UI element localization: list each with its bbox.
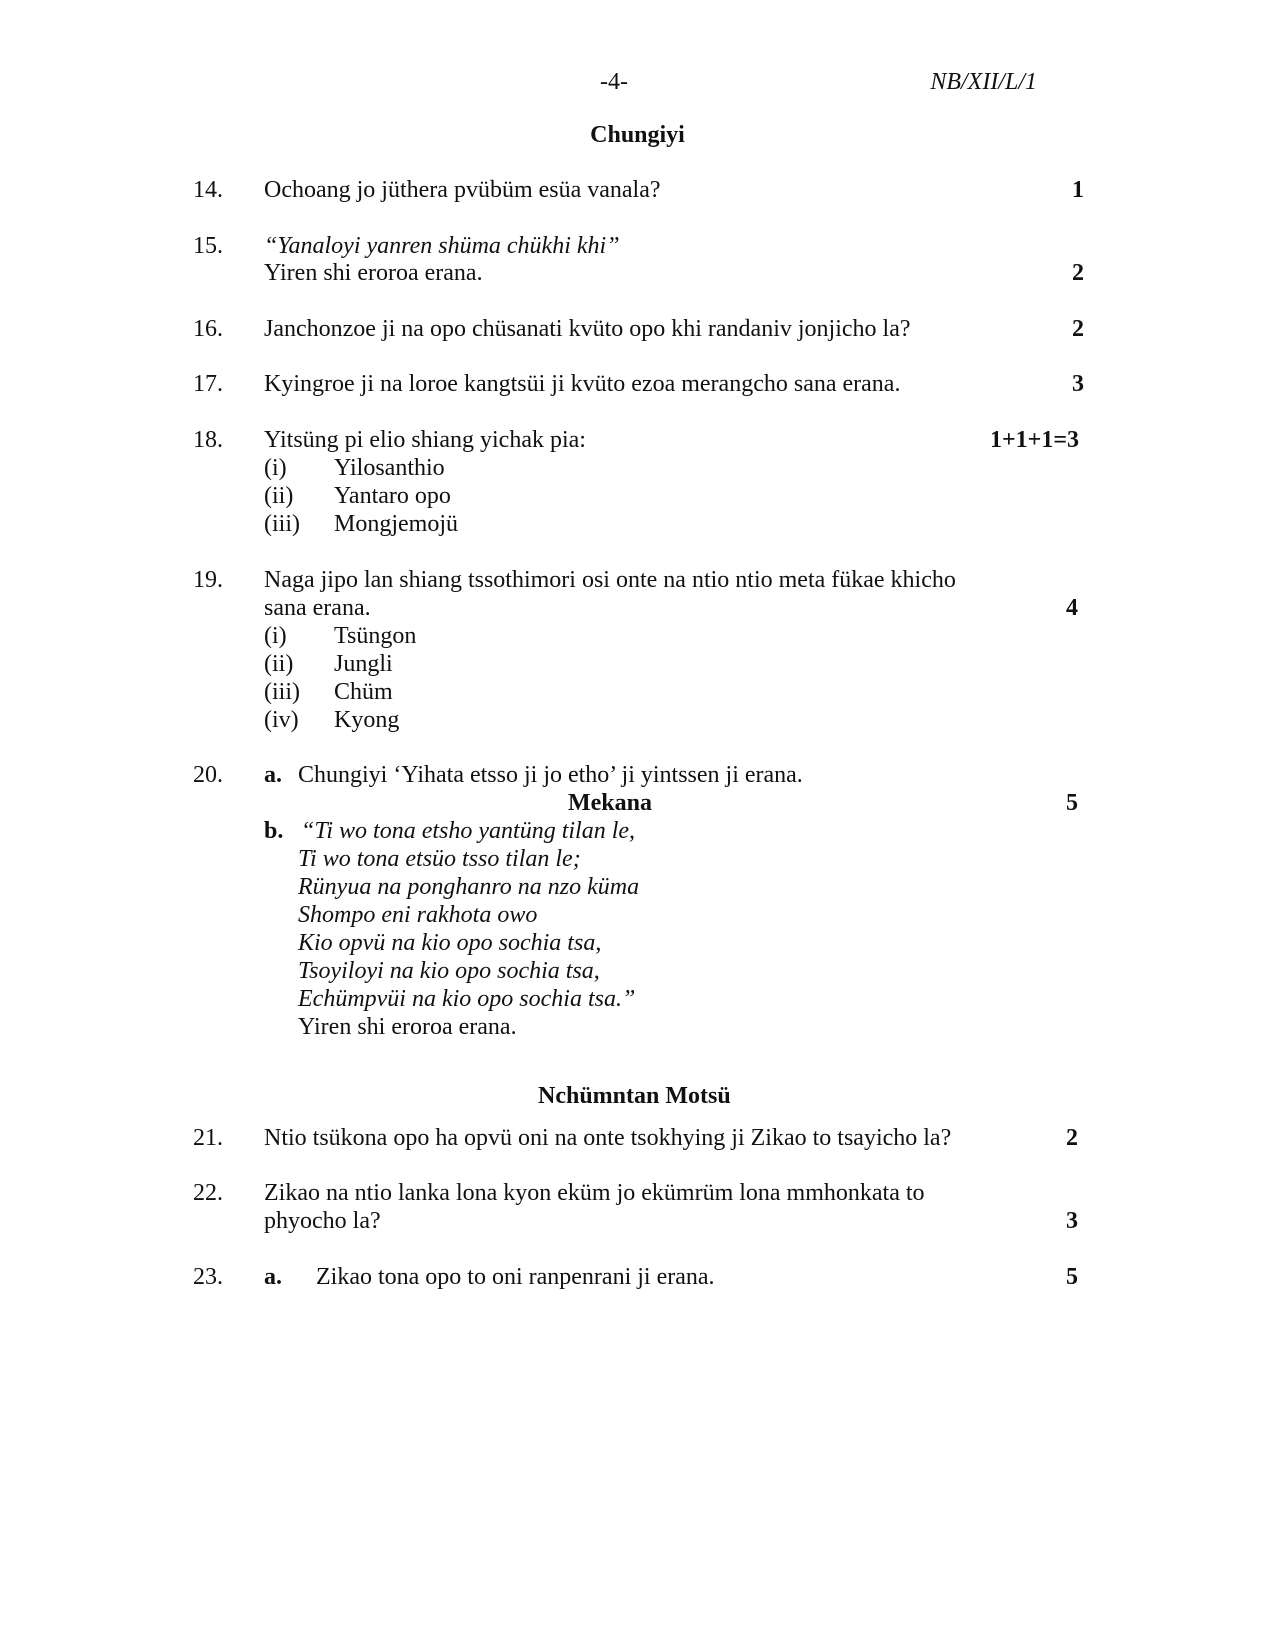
question-number: 14. (193, 177, 223, 203)
part-b-label: b. (264, 818, 284, 844)
question-marks: 5 (1066, 790, 1078, 816)
poem-line: Ti wo tona etsüo tsso tilan le; (298, 846, 581, 872)
item-number: (iv) (264, 707, 299, 733)
question-number: 16. (193, 316, 223, 342)
part-b-instruction: Yiren shi eroroa erana. (298, 1014, 517, 1040)
question-text-line2: phyocho la? (264, 1208, 381, 1234)
question-marks: 3 (1066, 1208, 1078, 1234)
part-a-label: a. (264, 762, 282, 788)
poem-line: Rünyua na ponghanro na nzo küma (298, 874, 640, 900)
question-marks: 3 (1072, 371, 1084, 397)
part-a-text: Chungiyi ‘Yihata etsso ji jo etho’ ji yintssen ji erana. (298, 762, 803, 788)
question-number: 19. (193, 567, 223, 593)
question-number: 15. (193, 233, 223, 259)
or-separator: Mekana (568, 790, 652, 816)
poem-line: Shompo eni rakhota owo (298, 902, 538, 928)
question-text: Kyingroe ji na loroe kangtsüi ji kvüto ezoa merangcho sana erana. (264, 371, 901, 397)
part-a-text: Zikao tona opo to oni ranpenrani ji erana. (316, 1264, 715, 1290)
item-text: Yantaro opo (334, 483, 451, 509)
page-number: -4- (600, 69, 628, 95)
question-number: 17. (193, 371, 223, 397)
question-text: Yiren shi eroroa erana. (264, 260, 483, 286)
question-marks: 5 (1066, 1264, 1078, 1290)
question-text: Ochoang jo jüthera pvübüm esüa vanala? (264, 177, 661, 203)
item-text: Tsüngon (334, 623, 417, 649)
question-marks: 4 (1066, 595, 1078, 621)
question-marks: 2 (1072, 316, 1084, 342)
poem-line: Echümpvüi na kio opo sochia tsa.” (298, 986, 636, 1012)
item-number: (i) (264, 623, 287, 649)
question-text-line2: sana erana. (264, 595, 371, 621)
question-number: 21. (193, 1125, 223, 1151)
question-number: 18. (193, 427, 223, 453)
question-marks: 2 (1072, 260, 1084, 286)
item-text: Chüm (334, 679, 393, 705)
question-text-line1: Naga jipo lan shiang tssothimori osi onte na ntio ntio meta fükae khicho (264, 567, 956, 593)
item-number: (iii) (264, 679, 300, 705)
question-marks: 1+1+1=3 (989, 427, 1079, 453)
item-text: Kyong (334, 707, 400, 733)
item-text: Jungli (334, 651, 393, 677)
question-number: 22. (193, 1180, 223, 1206)
document-code: NB/XII/L/1 (930, 69, 1037, 95)
poem-line: Tsoyiloyi na kio opo sochia tsa, (298, 958, 600, 984)
poem-line: “Ti wo tona etsho yantüng tilan le, (301, 818, 636, 844)
question-text: Yitsüng pi elio shiang yichak pia: (264, 427, 586, 453)
item-number: (i) (264, 455, 287, 481)
question-marks: 2 (1066, 1125, 1078, 1151)
item-number: (ii) (264, 483, 294, 509)
poem-line: Kio opvü na kio opo sochia tsa, (298, 930, 602, 956)
question-marks: 1 (1072, 177, 1084, 203)
part-a-label: a. (264, 1264, 282, 1290)
question-number: 23. (193, 1264, 223, 1290)
item-number: (ii) (264, 651, 294, 677)
item-number: (iii) (264, 511, 300, 537)
question-text: Ntio tsükona opo ha opvü oni na onte tsokhying ji Zikao to tsayicho la? (264, 1125, 952, 1151)
question-quote: “Yanaloyi yanren shüma chükhi khi” (264, 233, 620, 259)
section-title-nchumntan-motsu: Nchümntan Motsü (538, 1083, 731, 1109)
item-text: Yilosanthio (334, 455, 445, 481)
question-text-line1: Zikao na ntio lanka lona kyon eküm jo ekümrüm lona mmhonkata to (264, 1180, 925, 1206)
question-number: 20. (193, 762, 223, 788)
question-text: Janchonzoe ji na opo chüsanati kvüto opo khi randaniv jonjicho la? (264, 316, 911, 342)
item-text: Mongjemojü (334, 511, 458, 537)
section-title-chungiyi: Chungiyi (590, 122, 685, 148)
